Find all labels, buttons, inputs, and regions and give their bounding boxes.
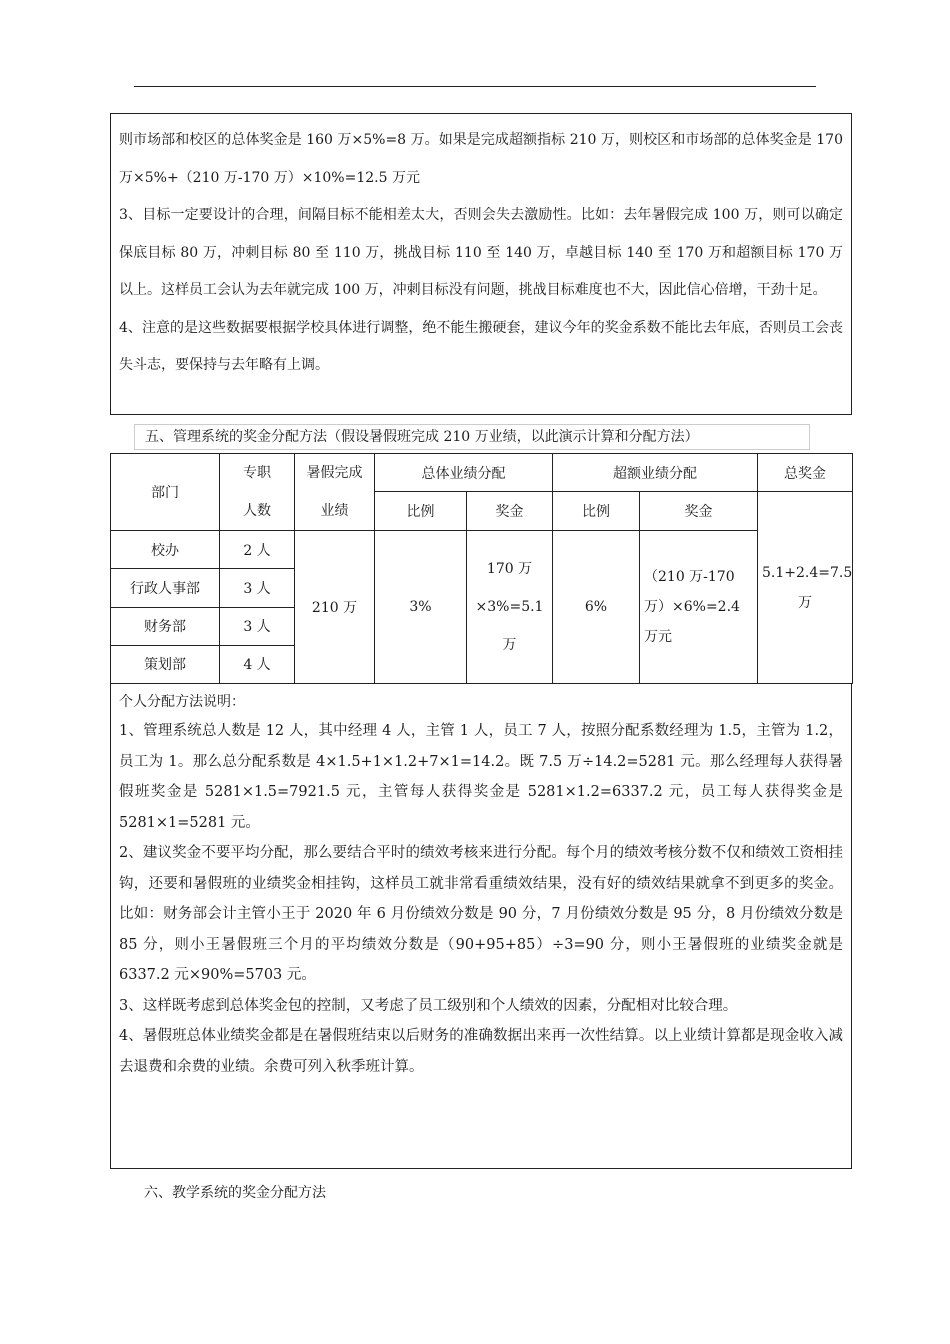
paragraph: 4、注意的是这些数据要根据学校具体进行调整，绝不能生搬硬套，建议今年的奖金系数不能比去年底，否则员工会丧失斗志，要保持与去年略有上调。 bbox=[119, 319, 843, 373]
total-ratio-value: 3% bbox=[375, 531, 467, 684]
calc-line: 万 bbox=[502, 637, 517, 654]
header-staff-line2: 人数 bbox=[243, 503, 271, 520]
header-excess-ratio: 比例 bbox=[553, 492, 640, 531]
section-5-heading: 五、管理系统的奖金分配方法（假设暑假班完成 210 万业绩，以此演示计算和分配方法） bbox=[134, 424, 810, 450]
header-total-bonus: 总奖金 bbox=[758, 454, 853, 492]
paragraph: 3、这样既考虑到总体奖金包的控制，又考虑了员工级别和个人绩效的因素，分配相对比较合理。 bbox=[119, 997, 738, 1014]
grand-total: 5.1+2.4=7.5 万 bbox=[758, 492, 853, 684]
performance-value: 210 万 bbox=[295, 531, 375, 684]
total-bonus-calc bbox=[467, 531, 553, 684]
paragraph: 2、建议奖金不要平均分配，那么要结合平时的绩效考核来进行分配。每个月的绩效考核分数不仅和绩效工资相挂钩，还要和暑假班的业绩奖金相挂钩，这样员工就非常看重绩效结果，没有好的绩效结果就拿不到更多的奖金。比如：财务部会计主管小王于 2020 年 6 月份绩效分数是 90 分，7 月份绩效分数是 95 分，8 月份绩效分数是 85 分，则小王暑假班三个月的平均绩效分数是（90+95+85）÷3=90 分，则小王暑假班的业绩奖金就是 6337.2 元×90%=5703 元。 bbox=[119, 845, 843, 983]
header-perf-line2: 业绩 bbox=[320, 503, 349, 520]
header-excess-bonus-amount: 奖金 bbox=[640, 492, 758, 531]
text-box-targets bbox=[110, 113, 852, 415]
header-total-ratio: 比例 bbox=[375, 492, 467, 531]
header-total-allocation: 总体业绩分配 bbox=[375, 454, 553, 492]
section-6-heading: 六、教学系统的奖金分配方法 bbox=[144, 1185, 326, 1201]
header-performance bbox=[295, 454, 375, 531]
header-perf-line1: 暑假完成 bbox=[306, 465, 363, 482]
dept-name: 校办 bbox=[111, 531, 220, 569]
header-dept: 部门 bbox=[111, 454, 220, 531]
paragraph: 4、暑假班总体业绩奖金都是在暑假班结束以后财务的准确数据出来再一次性结算。以上业绩计算都是现金收入减去退费和余费的业绩。余费可列入秋季班计算。 bbox=[119, 1028, 843, 1075]
dept-count: 3 人 bbox=[220, 607, 295, 645]
dept-count: 2 人 bbox=[220, 531, 295, 569]
header-staff-count bbox=[220, 454, 295, 531]
dept-name: 财务部 bbox=[111, 607, 220, 645]
bonus-allocation-table bbox=[110, 453, 853, 684]
text-box-individual-allocation bbox=[110, 683, 852, 1169]
dept-name: 行政人事部 bbox=[111, 569, 220, 607]
lead-text: 个人分配方法说明： bbox=[119, 694, 245, 710]
calc-line: 170 万 bbox=[486, 561, 533, 578]
paragraph: 3、目标一定要设计的合理，间隔目标不能相差太大，否则会失去激励性。比如：去年暑假完成 100 万，则可以确定保底目标 80 万，冲刺目标 80 至 110 万，挑战目标 110 至 140 万，卓越目标 140 至 170 万和超额目标 170 万以上。这样员工会认为去年就完成 100 万，冲刺目标没有问题，挑战目标难度也不大，因此信心倍增，干劲十足。 bbox=[119, 207, 843, 298]
header-staff-line1: 专职 bbox=[243, 465, 271, 482]
header-rule bbox=[134, 86, 816, 87]
dept-count: 3 人 bbox=[220, 569, 295, 607]
excess-ratio-value: 6% bbox=[553, 531, 640, 684]
paragraph: 则市场部和校区的总体奖金是 160 万×5%=8 万。如果是完成超额指标 210 万，则校区和市场部的总体奖金是 170 万×5%+（210 万-170 万）×10%=12.5 万元 bbox=[119, 132, 843, 186]
header-total-bonus-amount: 奖金 bbox=[467, 492, 553, 531]
header-excess-allocation: 超额业绩分配 bbox=[553, 454, 758, 492]
paragraph: 1、管理系统总人数是 12 人，其中经理 4 人，主管 1 人，员工 7 人，按照分配系数经理为 1.5，主管为 1.2，员工为 1。那么总分配系数是 4×1.5+1×1.2+7×1=14.2。既 7.5 万÷14.2=5281 元。那么经理每人获得暑假班奖金是 5281×1.5=7921.5 元，主管每人获得奖金是 5281×1.2=6337.2 元，员工每人获得奖金是 5281×1=5281 元。 bbox=[119, 723, 843, 831]
dept-count: 4 人 bbox=[220, 645, 295, 683]
calc-line: ×3%=5.1 bbox=[475, 599, 544, 616]
excess-bonus-calc: （210 万-170 万）×6%=2.4 万元 bbox=[640, 531, 758, 684]
dept-name: 策划部 bbox=[111, 645, 220, 683]
